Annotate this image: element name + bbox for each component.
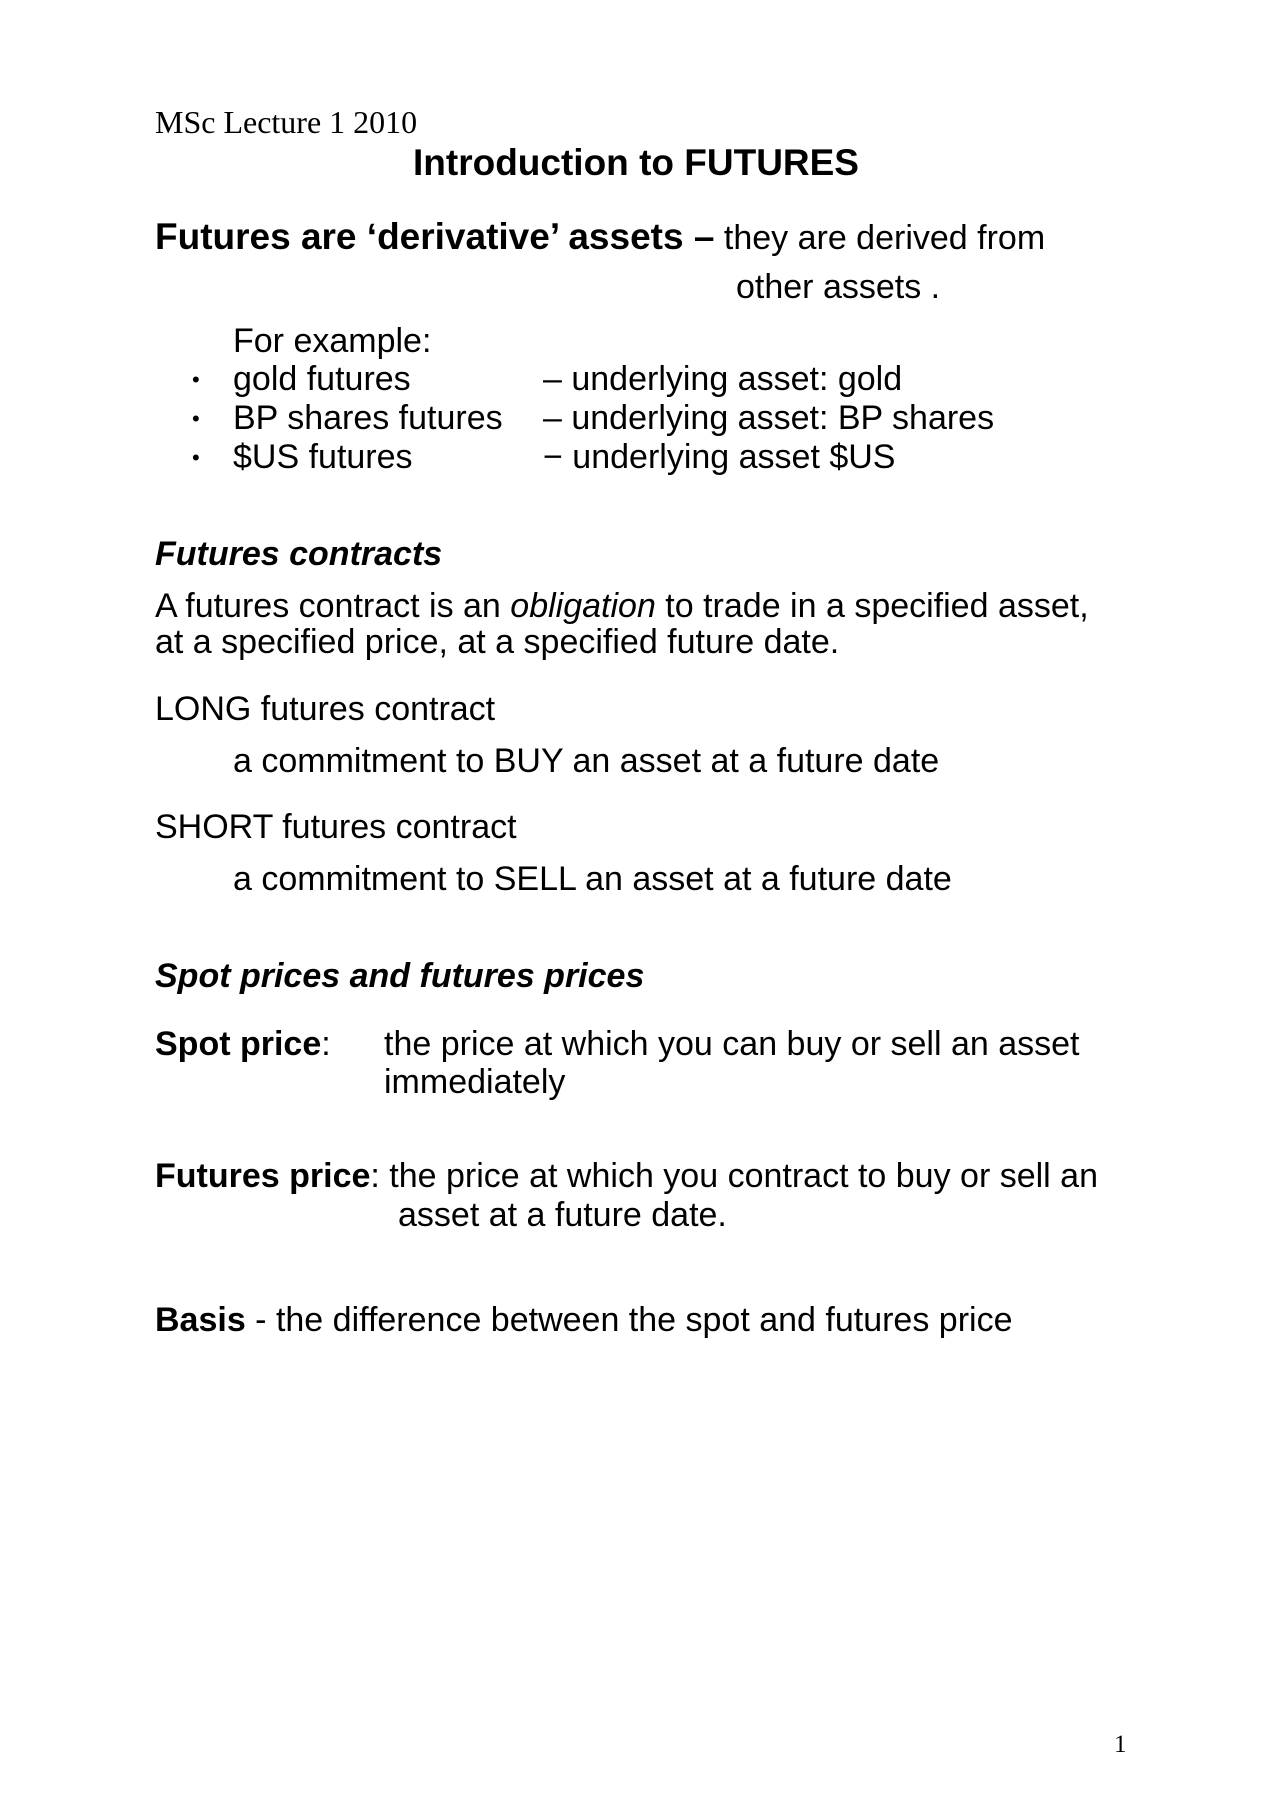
intro-line: [155, 216, 1045, 258]
futures-price-description: : the price at which you contract to buy or sell an: [370, 1157, 1098, 1195]
definition-text: to trade in a specified asset,: [655, 587, 1089, 625]
long-contract-description: a commitment to BUY an asset at a future date: [233, 742, 940, 780]
example-name: gold futures: [233, 360, 411, 398]
page-number: 1: [1114, 1731, 1127, 1758]
futures-price-label: Futures price: [155, 1157, 371, 1195]
spot-price-label: Spot price: [155, 1025, 322, 1063]
section-heading-futures-contracts: Futures contracts: [155, 535, 443, 573]
spot-price-description-2: immediately: [384, 1063, 566, 1101]
intro-line-continuation: other assets .: [736, 268, 941, 306]
short-contract-label: SHORT futures contract: [155, 808, 517, 846]
example-underlying: − underlying asset $US: [543, 438, 896, 476]
list-item: [192, 438, 895, 478]
spot-price-colon: :: [321, 1025, 331, 1063]
intro-rest-text: they are derived from: [714, 219, 1046, 257]
bullet-icon: •: [192, 367, 200, 392]
section-heading-prices: Spot prices and futures prices: [155, 957, 645, 995]
definition-line-2: at a specified price, at a specified future date.: [155, 623, 840, 661]
examples-label: For example:: [233, 322, 432, 360]
futures-price-description-2: asset at a future date.: [398, 1196, 727, 1234]
intro-bold-text: Futures are ‘derivative’ assets –: [155, 216, 715, 257]
definition-emphasis: obligation: [510, 587, 656, 625]
spot-price-description: the price at which you can buy or sell an asset: [384, 1025, 1080, 1063]
futures-price-line: [155, 1157, 1098, 1196]
example-name: $US futures: [233, 438, 413, 476]
basis-description: - the difference between the spot and futures price: [245, 1301, 1013, 1339]
definition-text: A futures contract is an: [155, 587, 511, 625]
bullet-icon: •: [192, 445, 200, 470]
spot-price-term: [155, 1025, 331, 1064]
list-item: [192, 399, 994, 439]
bullet-icon: •: [192, 406, 200, 431]
example-underlying: – underlying asset: gold: [543, 360, 903, 398]
example-underlying: – underlying asset: BP shares: [543, 399, 995, 437]
long-contract-label: LONG futures contract: [155, 690, 496, 728]
basis-line: [155, 1301, 1012, 1340]
basis-label: Basis: [155, 1301, 246, 1339]
short-contract-description: a commitment to SELL an asset at a future date: [233, 860, 952, 898]
example-name: BP shares futures: [233, 399, 503, 437]
list-item: [192, 360, 902, 400]
page-title: Introduction to FUTURES: [413, 142, 859, 183]
course-line: MSc Lecture 1 2010: [155, 104, 418, 140]
definition-line: [155, 587, 1089, 626]
